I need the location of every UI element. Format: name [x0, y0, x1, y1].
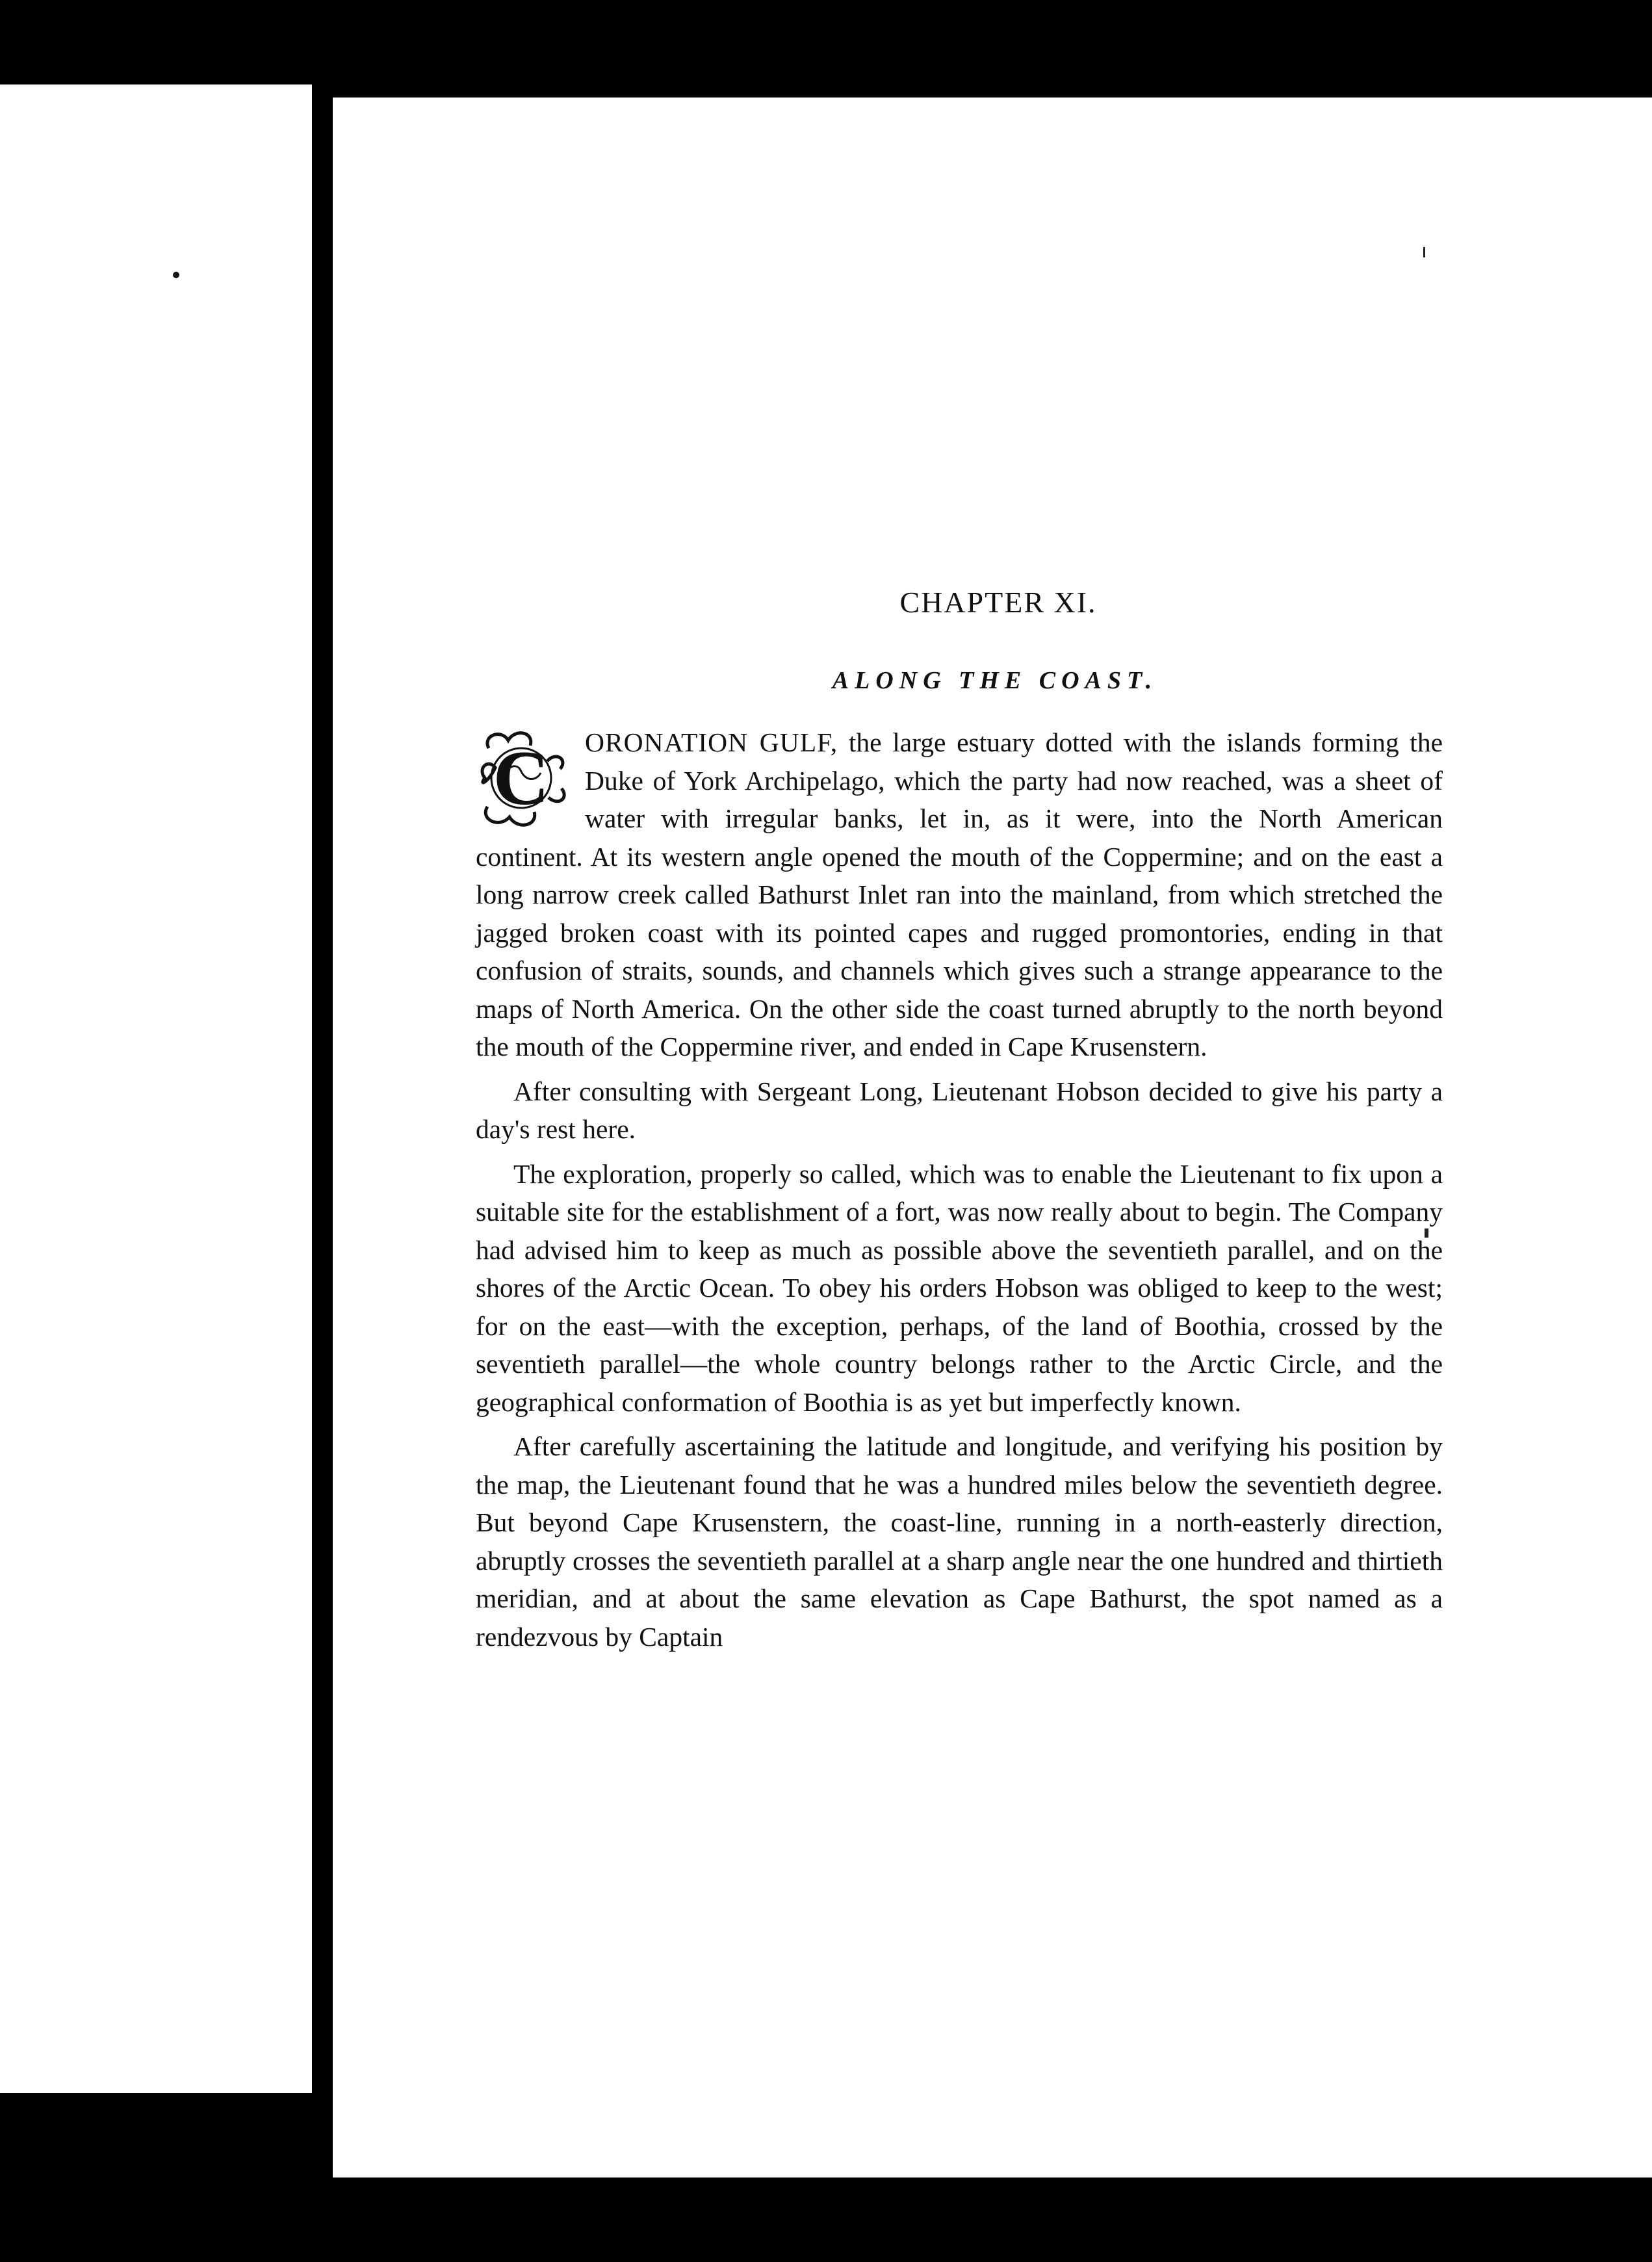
chapter-subtitle: ALONG THE COAST.	[832, 667, 1158, 694]
svg-text:C: C	[493, 734, 550, 821]
ink-speck	[1423, 247, 1425, 257]
chapter-title: CHAPTER XI.	[899, 586, 1097, 619]
book-page	[333, 98, 1652, 2178]
paragraph-3: The exploration, properly so called, which was to enable the Lieutenant to fix upon a suitable site for the establishment of a fort, was now really about to begin. The Company had advised him to keep as much as possible above the seventieth parallel, and on the shores of the Arctic Ocean. To obey his orders Hobson was obliged to keep to the west; for on the east—with the exception, perhaps, of the land of Boothia, crossed by the seventieth parallel—the whole country belongs rather to the Arctic Circle, and the geographical conformation of Boothia is as yet but imperfectly known.	[476, 1158, 1443, 1417]
paragraph-4: After carefully ascertaining the latitude and longitude, and verifying his position by the map, the Lieutenant found that he was a hundred miles below the seventieth degree. But beyond Cape Krusenstern, the coast-line, running in a north-easterly direction, abruptly crosses the seventieth parallel at a sharp angle near the one hundred and thirtieth meridian, and at about the same elevation as Cape Bathurst, the spot named as a rendezvous by Captain	[476, 1431, 1443, 1652]
page-text	[476, 585, 1443, 1656]
ornamental-drop-cap	[476, 722, 574, 834]
decorative-initial-icon	[476, 722, 574, 834]
paragraph-1	[476, 723, 1443, 1066]
paragraph-1-text: the large estuary dotted with the islands forming the Duke of York Archipelago, which the party had now reached, was a sheet of water with irregular banks, let in, as it were, into the North American continent. At its western angle opened the mouth of the Coppermine; and on the east a long narrow creek called Bathurst Inlet ran into the mainland, from which stretched the jagged broken coast with its pointed capes and rugged promontories, ending in that confusion of straits, sounds, and channels which gives such a strange appearance to the maps of North America. On the other side the coast turned abruptly to the north beyond the mouth of the Coppermine river, and ended in Cape Krusenstern.	[476, 727, 1443, 1061]
left-page-edge	[0, 84, 312, 2093]
paragraph-2: After consulting with Sergeant Long, Lieutenant Hobson decided to give his party a day's rest here.	[476, 1076, 1443, 1144]
opening-words: ORONATION GULF,	[585, 727, 838, 757]
ink-speck	[173, 272, 179, 278]
book-gutter	[312, 84, 333, 2093]
